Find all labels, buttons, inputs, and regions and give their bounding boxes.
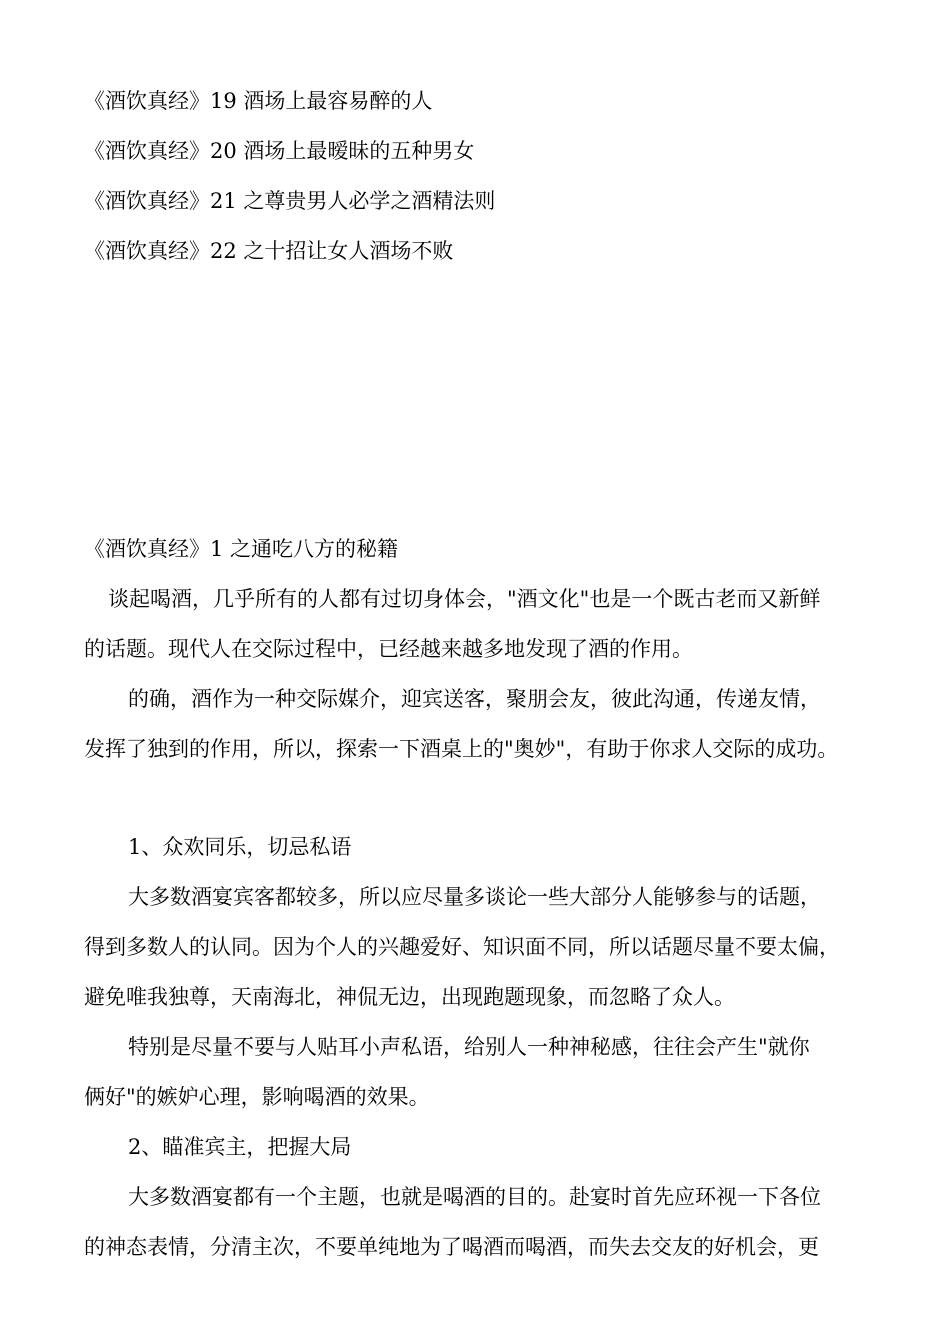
toc-item-20: 《酒饮真经》20 酒场上最暧昧的五种男女 xyxy=(84,139,475,163)
toc-item-22: 《酒饮真经》22 之十招让女人酒场不败 xyxy=(84,239,454,263)
section-1-paragraph-1-line-1: 大多数酒宴宾客都较多，所以应尽量多谈论一些大部分人能够参与的话题， xyxy=(128,885,821,909)
section-2-paragraph-1-line-1: 大多数酒宴都有一个主题，也就是喝酒的目的。赴宴时首先应环视一下各位 xyxy=(128,1185,821,1209)
intro-paragraph-2-line-1: 的确，酒作为一种交际媒介，迎宾送客，聚朋会友，彼此沟通，传递友情， xyxy=(128,687,821,711)
section-1-heading: 1、众欢同乐，切忌私语 xyxy=(128,835,352,859)
section-1-paragraph-1-line-3: 避免唯我独尊，天南海北，神侃无边，出现跑题现象，而忽略了众人。 xyxy=(84,985,735,1009)
toc-item-21: 《酒饮真经》21 之尊贵男人必学之酒精法则 xyxy=(84,189,496,213)
section-1-paragraph-2-line-2: 俩好"的嫉妒心理，影响喝酒的效果。 xyxy=(84,1085,430,1109)
intro-paragraph-1-line-1: 谈起喝酒，几乎所有的人都有过切身体会，"酒文化"也是一个既古老而又新鲜 xyxy=(108,587,821,611)
section-2-paragraph-1-line-2: 的神态表情，分清主次，不要单纯地为了喝酒而喝酒，而失去交友的好机会，更 xyxy=(84,1235,819,1259)
section-2-heading: 2、瞄准宾主，把握大局 xyxy=(128,1135,352,1159)
toc-item-19: 《酒饮真经》19 酒场上最容易醉的人 xyxy=(84,89,433,113)
section-1-paragraph-1-line-2: 得到多数人的认同。因为个人的兴趣爱好、知识面不同，所以话题尽量不要太偏， xyxy=(84,935,840,959)
chapter-title: 《酒饮真经》1 之通吃八方的秘籍 xyxy=(84,537,399,561)
intro-paragraph-2-line-2: 发挥了独到的作用，所以，探索一下酒桌上的"奥妙"，有助于你求人交际的成功。 xyxy=(84,737,839,761)
section-1-paragraph-2-line-1: 特别是尽量不要与人贴耳小声私语，给别人一种神秘感，往往会产生"就你 xyxy=(128,1035,810,1059)
intro-paragraph-1-line-2: 的话题。现代人在交际过程中，已经越来越多地发现了酒的作用。 xyxy=(84,637,693,661)
